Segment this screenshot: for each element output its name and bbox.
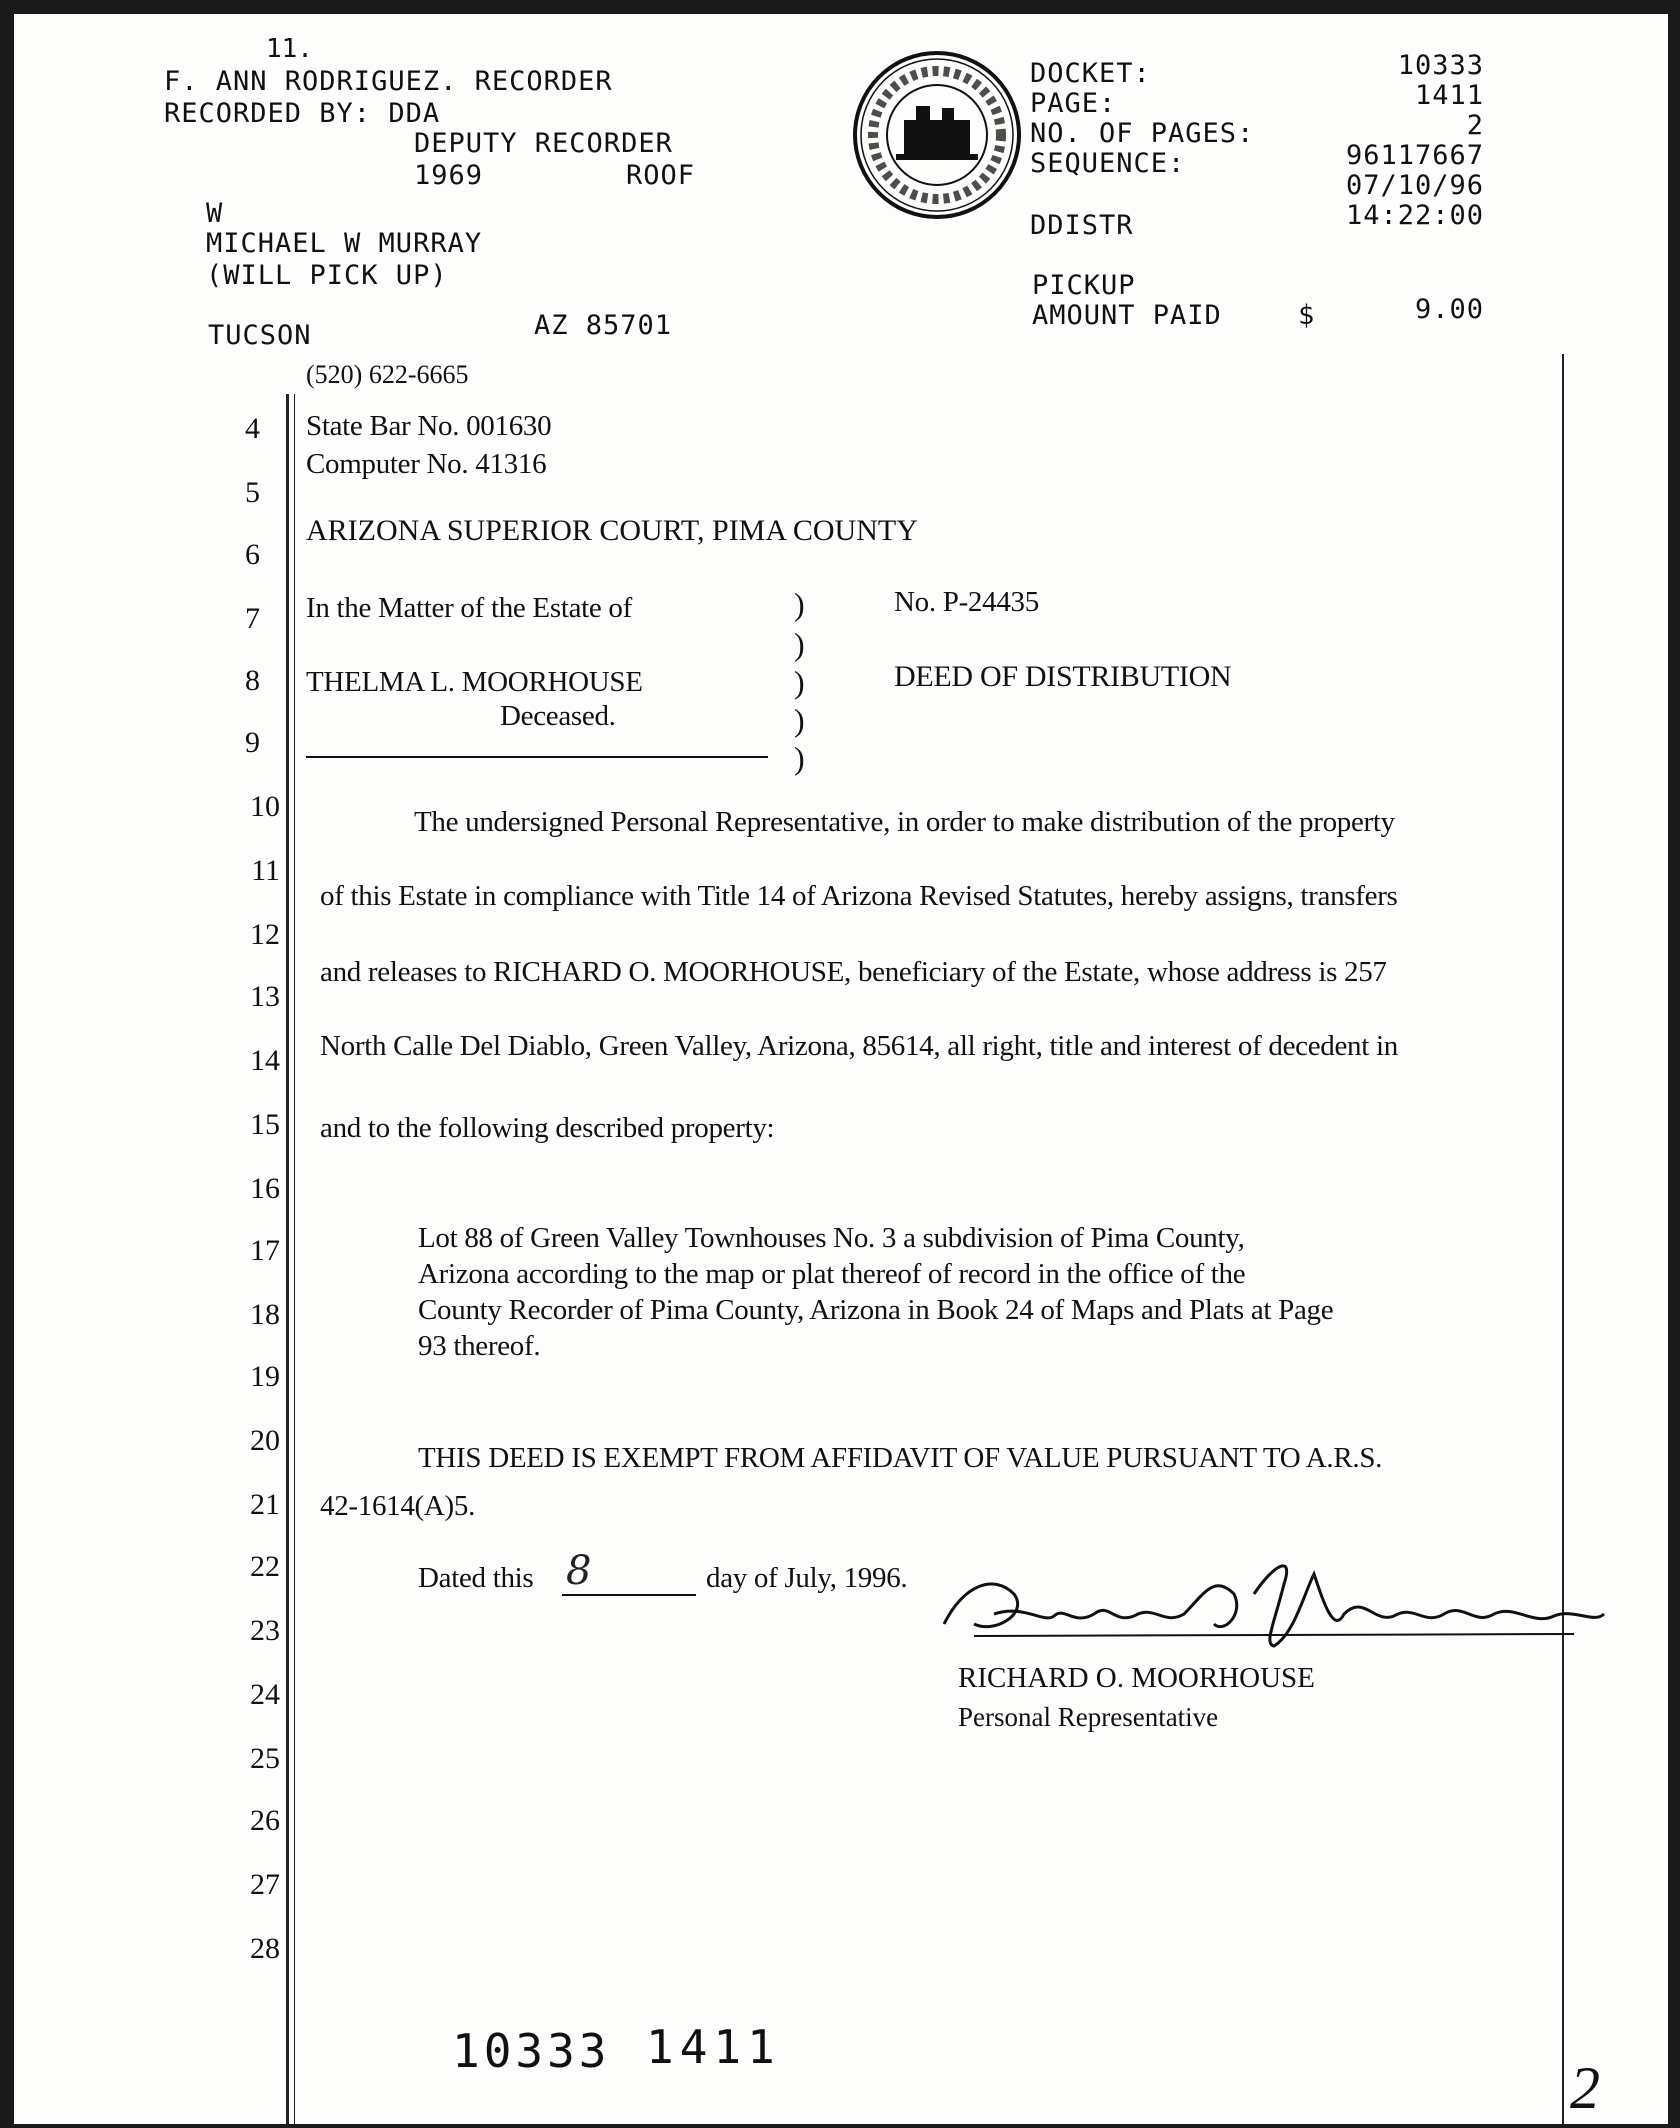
recorder-year: 1969 — [414, 160, 484, 191]
amount-paid-value: 9.00 — [1414, 294, 1484, 325]
docket-value: 10333 — [1397, 50, 1484, 81]
dated-prefix: Dated this — [418, 1562, 534, 1594]
line-number: 4 — [245, 412, 260, 445]
return-w: W — [206, 198, 224, 229]
currency-symbol: $ — [1298, 300, 1316, 331]
computer-number: Computer No. 41316 — [306, 448, 547, 480]
caption-paren: ) — [794, 740, 805, 776]
pickup-label: PICKUP — [1032, 270, 1136, 301]
body-line: of this Estate in compliance with Title 14 of Arizona Revised Statutes, hereby assigns, transfers — [320, 880, 1398, 912]
line-number: 7 — [245, 602, 260, 635]
line-number: 5 — [245, 476, 260, 509]
document-page — [14, 14, 1668, 2124]
corner-page-mark: 2 — [1570, 2055, 1600, 2121]
line-number: 9 — [245, 726, 260, 759]
exemption-line: THIS DEED IS EXEMPT FROM AFFIDAVIT OF VALUE PURSUANT TO A.R.S. — [418, 1442, 1383, 1474]
return-state-zip: AZ 85701 — [534, 310, 673, 341]
pickup-note: (WILL PICK UP) — [206, 260, 448, 291]
body-line: and to the following described property: — [320, 1112, 775, 1144]
signature-scribble-icon — [934, 1554, 1614, 1664]
caption-paren: ) — [794, 702, 805, 738]
recording-time: 14:22:00 — [1345, 200, 1484, 231]
caption-matter: In the Matter of the Estate of — [306, 592, 632, 624]
legal-description-line: Lot 88 of Green Valley Townhouses No. 3 a subdivision of Pima County, — [418, 1222, 1245, 1254]
body-line: The undersigned Personal Representative, in order to make distribution of the property — [414, 806, 1395, 838]
footer-docket: 10333 — [452, 2024, 611, 2078]
dated-day-handwritten: 8 — [566, 1548, 592, 1594]
caption-paren: ) — [794, 626, 805, 662]
line-number: 10 — [250, 790, 280, 823]
caption-underline — [306, 756, 768, 758]
line-number: 15 — [250, 1108, 280, 1141]
body-line: North Calle Del Diablo, Green Valley, Arizona, 85614, all right, title and interest of decedent in — [320, 1030, 1398, 1062]
county-seal-icon — [852, 50, 1022, 220]
line-number: 16 — [250, 1172, 280, 1205]
amount-paid-label: AMOUNT PAID — [1032, 300, 1222, 331]
state-bar-number: State Bar No. 001630 — [306, 410, 552, 442]
line-number: 6 — [245, 538, 260, 571]
line-number: 8 — [245, 664, 260, 697]
line-number: 18 — [250, 1298, 280, 1331]
return-name: MICHAEL W MURRAY — [206, 228, 483, 259]
left-margin-line — [286, 394, 289, 2124]
line-number: 25 — [250, 1742, 280, 1775]
exemption-line: 42-1614(A)5. — [320, 1490, 476, 1522]
body-line: and releases to RICHARD O. MOORHOUSE, beneficiary of the Estate, whose address is 257 — [320, 956, 1387, 988]
docket-label: DOCKET: — [1030, 58, 1151, 89]
line-number: 11 — [251, 854, 280, 887]
dated-suffix: day of July, 1996. — [706, 1562, 908, 1594]
signer-title: Personal Representative — [958, 1702, 1219, 1732]
pages-label: NO. OF PAGES: — [1030, 118, 1255, 149]
recorder-name: F. ANN RODRIGUEZ. RECORDER — [164, 66, 613, 97]
page-value: 1411 — [1414, 80, 1484, 111]
decedent-name: THELMA L. MOORHOUSE — [306, 666, 643, 698]
line-number: 14 — [250, 1044, 280, 1077]
document-title: DEED OF DISTRIBUTION — [894, 660, 1232, 693]
pages-value: 2 — [1466, 110, 1484, 141]
caption-paren: ) — [794, 664, 805, 700]
page-label: PAGE: — [1030, 88, 1117, 119]
recording-date: 07/10/96 — [1345, 170, 1484, 201]
sequence-value: 96117667 — [1345, 140, 1484, 171]
line-number: 17 — [250, 1234, 280, 1267]
left-margin-line-inner — [294, 394, 295, 2124]
case-number: No. P-24435 — [894, 586, 1039, 618]
right-margin-line — [1562, 354, 1564, 2124]
legal-description-line: County Recorder of Pima County, Arizona in Book 24 of Maps and Plats at Page — [418, 1294, 1334, 1326]
line-number: 28 — [250, 1932, 280, 1965]
dated-underline — [562, 1594, 696, 1596]
recorder-roof: ROOF — [626, 160, 696, 191]
court-name: ARIZONA SUPERIOR COURT, PIMA COUNTY — [306, 514, 918, 547]
line-number: 23 — [250, 1614, 280, 1647]
line-number: 20 — [250, 1424, 280, 1457]
line-number: 27 — [250, 1868, 280, 1901]
line-number: 26 — [250, 1804, 280, 1837]
legal-description-line: 93 thereof. — [418, 1330, 541, 1362]
line-number: 24 — [250, 1678, 280, 1711]
recorded-by: RECORDED BY: DDA — [164, 98, 441, 129]
sequence-label: SEQUENCE: — [1030, 148, 1186, 179]
return-city: TUCSON — [208, 320, 312, 351]
deputy-recorder: DEPUTY RECORDER — [414, 128, 673, 159]
line-number: 12 — [250, 918, 280, 951]
line-number: 21 — [250, 1488, 280, 1521]
ddistr-code: DDISTR — [1030, 210, 1134, 241]
line-number: 13 — [250, 980, 280, 1013]
legal-description-line: Arizona according to the map or plat thereof of record in the office of the — [418, 1258, 1246, 1290]
attorney-phone-cut: (520) 622-6665 — [306, 360, 469, 389]
line-number: 22 — [250, 1550, 280, 1583]
caption-deceased: Deceased. — [500, 700, 616, 732]
signer-name: RICHARD O. MOORHOUSE — [958, 1662, 1315, 1694]
line-number: 19 — [250, 1360, 280, 1393]
footer-page: 1411 — [646, 2020, 781, 2074]
caption-paren: ) — [794, 586, 805, 622]
top-marker: 11. — [266, 34, 313, 64]
